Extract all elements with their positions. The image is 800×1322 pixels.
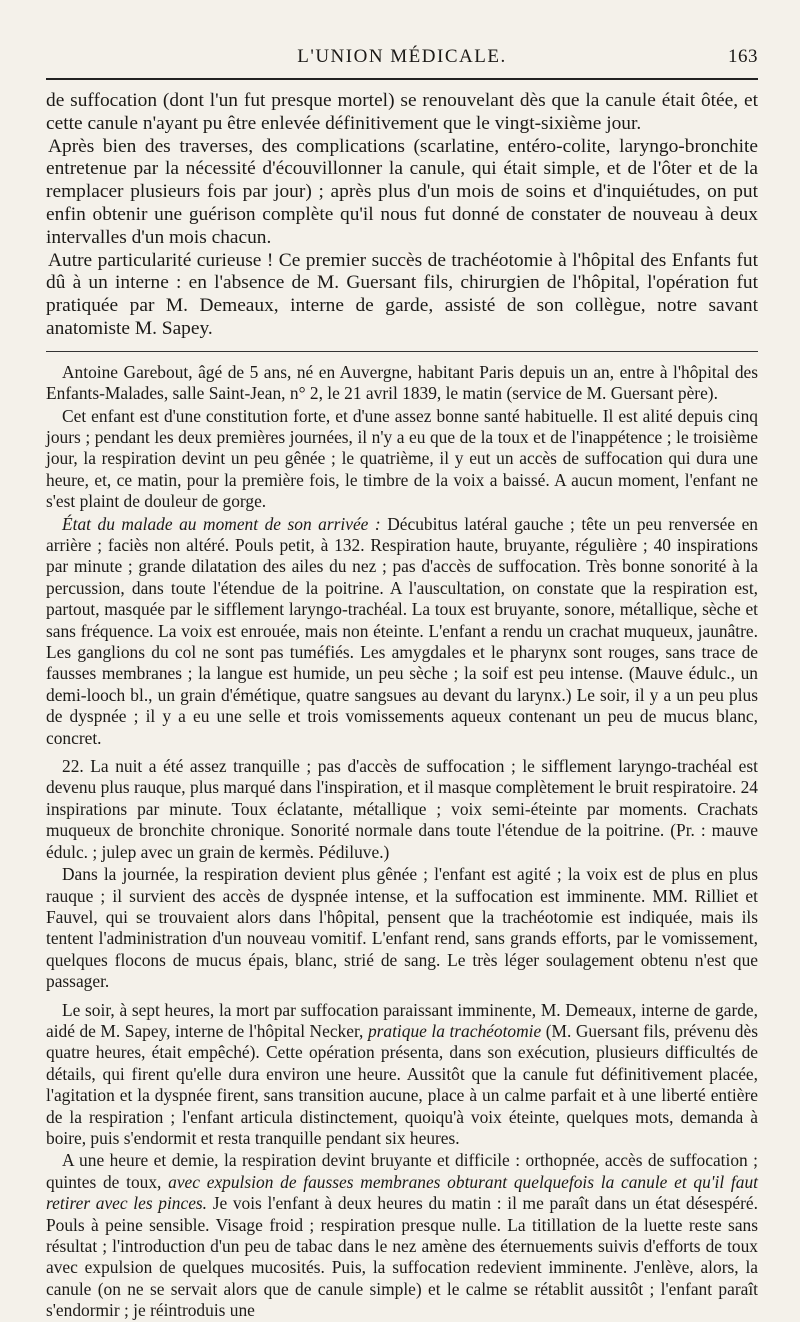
header-rule bbox=[46, 78, 758, 80]
running-header bbox=[46, 44, 758, 72]
section-rule bbox=[46, 351, 758, 352]
intro-section bbox=[46, 90, 758, 341]
case-admission-paragraph bbox=[46, 514, 758, 749]
intro-paragraph-3: Autre particularité curieuse ! Ce premier succès de trachéotomie à l'hôpital des Enfants fut dû à un interne : en l'absence de M. Guersant fils, chirurgien de l'hôpital, l'opération fut pratiquée par M. Demeaux, interne de garde, assisté de son collègue, notre savant anatomiste M. Sapey. bbox=[46, 249, 758, 339]
case-history-paragraph: Cet enfant est d'une constitution forte, et d'une assez bonne santé habituelle. Il est alité depuis cinq jours ; pendant les deux premières journées, il n'y a eu que de la toux et de l'inappétence ; le troisième jour, la respiration devint un peu gênée ; le quatrième, il y eut un accès de suffocation qui dura une heure, et, ce matin, pour la première fois, le timbre de la voix a baissé. A aucun moment, l'enfant ne s'est plaint de douleur de gorge. bbox=[46, 405, 758, 512]
operation-text-b: (M. Guersant fils, prévenu dès quatre heures, était empêché). Cette opération présenta, dans son exécution, plusieurs difficultés de détails, qui firent qu'elle dura environ une heure. Aussitôt que la canule fut définitivement placée, l'agitation et la dyspnée firent, sans transition aucune, place à un calme parfait et à une liberté entière de la respiration ; l'enfant articula distinctement, quoiqu'à voix éteinte, quelques mots, demanda à boire, puis s'endormit et resta tranquille pendant six heures. bbox=[46, 1020, 758, 1148]
admission-heading: État du malade au moment de son arrivée : bbox=[62, 513, 381, 534]
case-day-22-paragraph: 22. La nuit a été assez tranquille ; pas d'accès de suffocation ; le sifflement laryngo-trachéal est devenu plus rauque, plus marqué dans l'inspiration, et il masque complètement le bruit respiratoire. 24 inspirations par minute. Toux éclatante, métallique ; voix semi-éteinte par moments. Crachats muqueux de bronchite chronique. Sonorité normale dans toute l'étendue de la poitrine. (Pr. : mauve édulc. ; julep avec un grain de kermès. Pédiluve.) bbox=[46, 756, 758, 862]
case-intro-paragraph: Antoine Garebout, âgé de 5 ans, né en Auvergne, habitant Paris depuis un an, entre à l'hôpital des Enfants-Malades, salle Saint-Jean, n° 2, le 21 avril 1839, le matin (service de M. Guersant père). bbox=[46, 361, 758, 404]
intro-paragraph-1: de suffocation (dont l'un fut presque mortel) se renouvelant dès que la canule était ôtée, et cette canule n'ayant pu être enlevée définitivement que le vingt-sixième jour. bbox=[46, 90, 758, 134]
night-italic: avec expulsion de fausses membranes obturant quelquefois la canule et qu'il faut retirer avec les pinces. bbox=[46, 1171, 758, 1214]
case-day-paragraph: Dans la journée, la respiration devient plus gênée ; l'enfant est agité ; la voix est de plus en plus rauque ; il survient des accès de dyspnée intense, et la suffocation est imminente. MM. Rilliet et Fauvel, qui se trouvaient alors dans l'hôpital, pensent que la trachéotomie est indiquée, mais ils tentent l'administration d'un nouveau vomitif. L'enfant rend, sans grands efforts, par le vomissement, quelques flocons de mucus épais, blanc, strié de sang. Le très léger soulagement obtenu n'est que passager. bbox=[46, 864, 758, 992]
page-number: 163 bbox=[728, 46, 758, 67]
admission-text: Décubitus latéral gauche ; tête un peu renversée en arrière ; faciès non altéré. Pouls petit, à 132. Respiration haute, bruyante, régulière ; 40 inspirations par minute ; grande dilatation des ailes du nez ; pas d'accès de suffocation. Très bonne sonorité à la percussion, dans toute l'étendue de la poitrine. A l'auscultation, on constate que la respiration est, partout, masquée par le sifflement laryngo-trachéal. La toux est bruyante, sonore, métallique, sèche et sans fréquence. La voix est enrouée, mais non éteinte. L'enfant a rendu un crachat muqueux, jaunâtre. Les ganglions du col ne sont pas tuméfiés. Les amygdales et le pharynx sont rouges, sans trace de fausses membranes ; la langue est humide, un peu sèche ; la soif est peu intense. (Mauve édulc., un demi-looch bl., un grain d'émétique, quatre sangsues au devant du larynx.) Le soir, il y a un peu plus de dyspnée ; il y a eu une selle et trois vomissements aqueux contenant un peu de mucus blanc, concret. bbox=[46, 513, 758, 748]
case-operation-paragraph bbox=[46, 1000, 758, 1150]
operation-text-a: Le soir, à sept heures, la mort par suffocation paraissant imminente, M. Demeaux, interne de garde, aidé de M. Sapey, interne de l'hôpital Necker, bbox=[46, 999, 758, 1041]
night-text-a: A une heure et demie, la respiration devint bruyante et difficile : orthopnée, accès de suffocation ; quintes de toux, bbox=[46, 1150, 758, 1192]
operation-italic: pratique la trachéotomie bbox=[367, 1020, 542, 1041]
journal-title: L'UNION MÉDICALE. bbox=[297, 46, 507, 67]
night-text-b: Je vois l'enfant à deux heures du matin : il me paraît dans un état désespéré. Pouls à peine sensible. Visage froid ; respiration presque nulle. La titillation de la luette reste sans résultat ; l'introduction d'un peu de tabac dans le nez amène des éternuements suivis d'efforts de toux avec expulsion de quelques mucosités. Puis, la suffocation redevient imminente. J'enlève, alors, la canule (on ne se servait alors que de canule simple) et le calme se rétablit aussitôt ; l'enfant paraît s'endormir ; je réintroduis une bbox=[46, 1193, 758, 1321]
case-report bbox=[46, 362, 758, 1322]
intro-paragraph-2: Après bien des traverses, des complications (scarlatine, entéro-colite, laryngo-bronchite entretenue par la nécessité d'écouvillonner la canule, qui était simple, et de l'ôter et de la remplacer plusieurs fois par jour) ; après plus d'un mois de soins et d'inquiétudes, on put enfin obtenir une guérison complète qu'il nous fut donné de constater de nouveau à deux intervalles d'un mois chacun. bbox=[46, 135, 758, 248]
